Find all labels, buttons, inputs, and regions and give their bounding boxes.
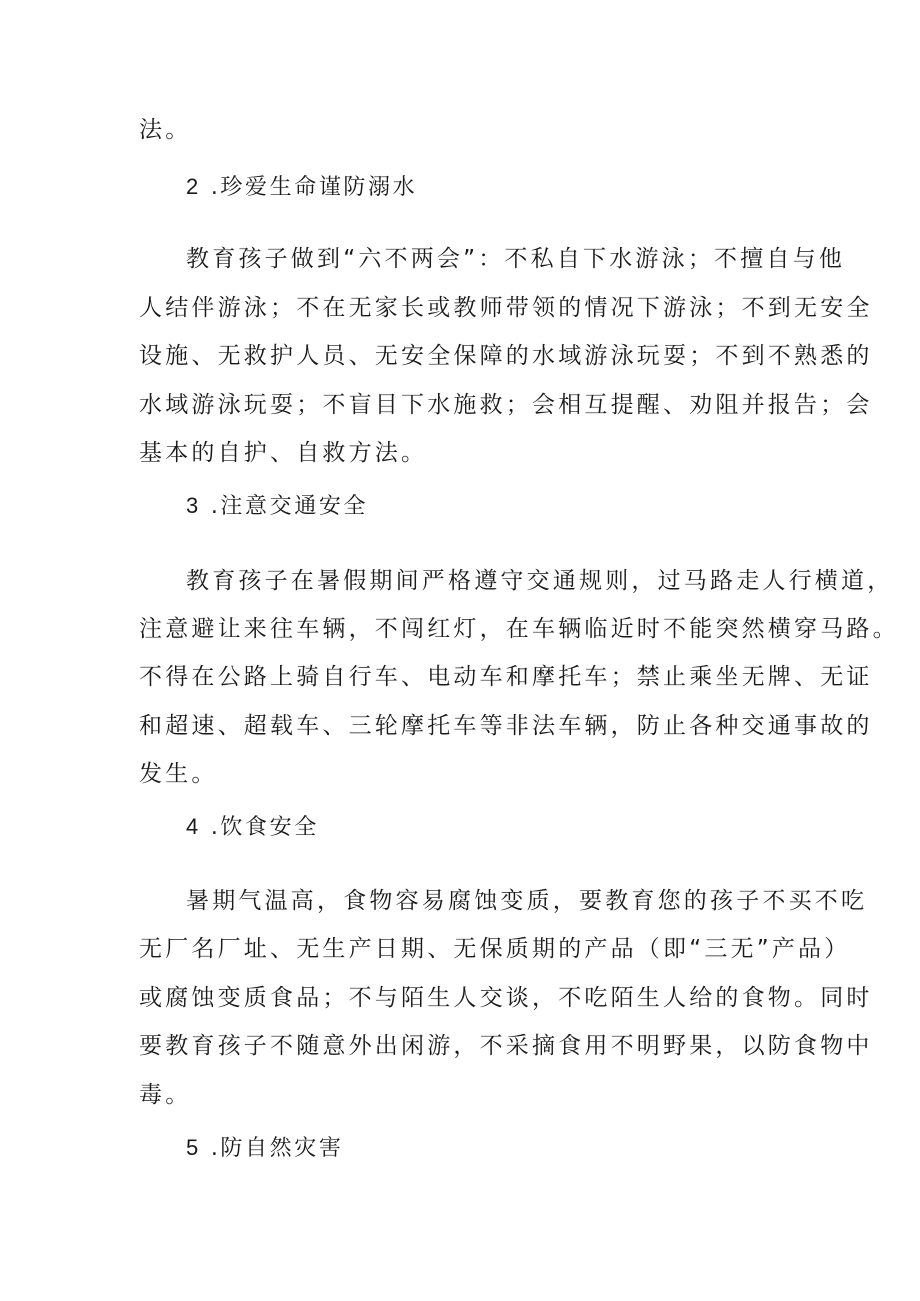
paragraph-line: 要教育孩子不随意外出闲游，不采摘食用不明野果，以防食物中 xyxy=(139,1033,873,1059)
section-number: 4 xyxy=(186,814,201,839)
section-heading-5 xyxy=(186,1133,343,1164)
paragraph-line: 无厂名厂址、无生产日期、无保质期的产品（即“三无”产品） xyxy=(139,936,851,962)
paragraph-line: 注意避让来往车辆，不闯红灯，在车辆临近时不能突然横穿马路。 xyxy=(139,616,899,642)
paragraph-line: 教育孩子做到“六不两会”：不私自下水游泳；不擅自与他 xyxy=(186,246,846,272)
section-number: 3 xyxy=(186,493,201,518)
paragraph-line: 和超速、超载车、三轮摩托车等非法车辆，防止各种交通事故的 xyxy=(139,713,873,739)
section-title: .注意交通安全 xyxy=(210,494,369,519)
paragraph-line: 发生。 xyxy=(139,761,218,787)
section-heading-4 xyxy=(186,812,319,843)
paragraph-line: 设施、无救护人员、无安全保障的水域游泳玩耍；不到不熟悉的 xyxy=(139,343,873,369)
section-number: 2 xyxy=(186,174,201,199)
paragraph-line: 毒。 xyxy=(139,1082,192,1108)
paragraph-line: 法。 xyxy=(139,117,192,143)
section-title: .饮食安全 xyxy=(210,815,319,840)
paragraph-line: 暑期气温高，食物容易腐蚀变质，要教育您的孩子不买不吃 xyxy=(186,888,868,914)
paragraph-line: 水域游泳玩耍；不盲目下水施救；会相互提醒、劝阻并报告；会 xyxy=(139,392,873,418)
section-title: .珍爱生命谨防溺水 xyxy=(210,175,418,200)
paragraph-line: 人结伴游泳；不在无家长或教师带领的情况下游泳；不到无安全 xyxy=(139,295,873,321)
paragraph-line: 不得在公路上骑自行车、电动车和摩托车；禁止乘坐无牌、无证 xyxy=(139,664,873,690)
section-heading-2 xyxy=(186,172,417,203)
paragraph-line: 基本的自护、自救方法。 xyxy=(139,440,428,466)
paragraph-line: 教育孩子在暑假期间严格遵守交通规则，过马路走人行横道， xyxy=(186,568,894,594)
section-title: .防自然灾害 xyxy=(210,1136,344,1161)
section-number: 5 xyxy=(186,1135,201,1160)
paragraph-line: 或腐蚀变质食品；不与陌生人交谈，不吃陌生人给的食物。同时 xyxy=(139,985,873,1011)
section-heading-3 xyxy=(186,491,368,522)
